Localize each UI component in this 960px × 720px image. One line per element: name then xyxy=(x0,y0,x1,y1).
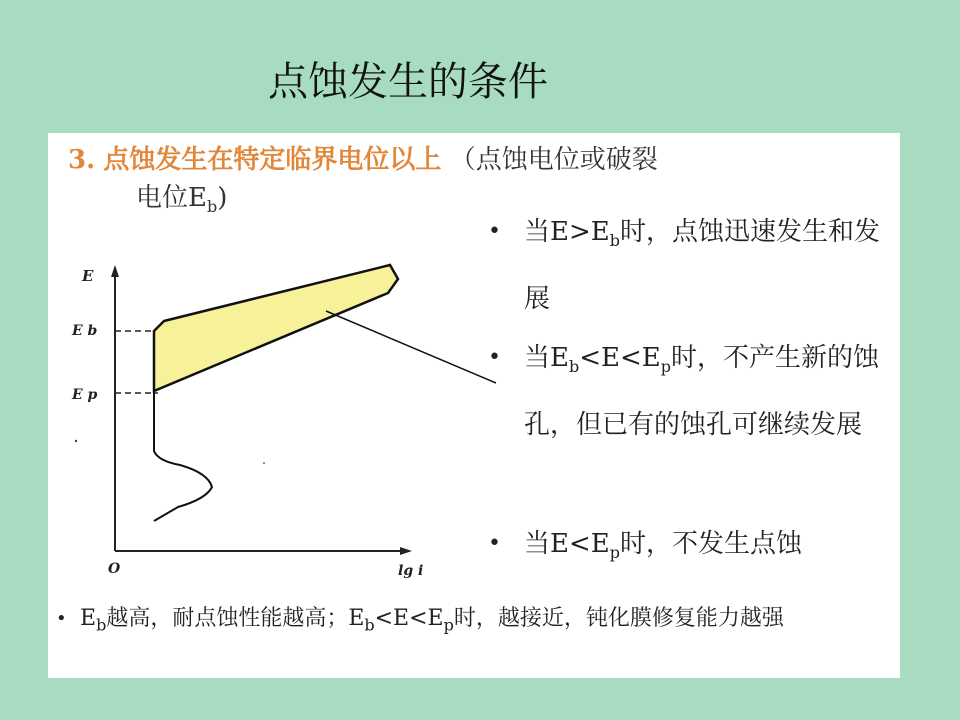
subscript: p xyxy=(609,543,620,563)
heading-line-2 xyxy=(136,179,227,226)
text-run: 时，点蚀迅速发生和发展 xyxy=(524,217,881,315)
bullet-3 xyxy=(488,515,888,582)
heading-rest: （点蚀电位或破裂 xyxy=(449,145,658,175)
slide-title: 点蚀发生的条件 xyxy=(268,59,548,105)
subscript: b xyxy=(364,615,375,635)
y-axis-arrow xyxy=(111,265,119,277)
bullet-1-text xyxy=(488,203,888,328)
x-axis-arrow xyxy=(400,547,412,555)
origin-label: O xyxy=(108,561,121,577)
ep-label: E p xyxy=(72,387,98,403)
text-run: 时，越接近，钝化膜修复能力越强 xyxy=(453,606,784,631)
bullet-3-symbol: • xyxy=(488,531,501,556)
heading-line2-prefix: 电位E xyxy=(136,183,207,213)
text-run: 越高，耐点蚀性能越高；E xyxy=(106,606,365,631)
footer-text xyxy=(56,601,876,643)
bullet-1-symbol: • xyxy=(488,219,501,244)
footer-symbol: • xyxy=(56,608,67,629)
subscript: p xyxy=(660,357,672,377)
subscript: b xyxy=(609,231,620,251)
pointer-line xyxy=(326,311,496,383)
bullet-2-symbol: • xyxy=(488,345,501,370)
heading-number: 3. xyxy=(68,145,96,175)
text-run: 时，不发生点蚀 xyxy=(620,529,803,559)
bullet-2 xyxy=(488,329,888,454)
stray-dot-1 xyxy=(75,440,77,442)
text-run: <E<E xyxy=(374,606,444,631)
text-run: 当E xyxy=(524,343,569,373)
heading-line2-sub: b xyxy=(206,197,218,217)
bullet-2-text xyxy=(488,329,888,454)
bullet-3-text xyxy=(488,515,888,582)
x-axis-label: lg i xyxy=(398,563,424,579)
subscript: b xyxy=(96,615,107,635)
pitting-region xyxy=(154,265,398,391)
bullet-1 xyxy=(488,203,888,328)
footer-note xyxy=(56,601,876,643)
eb-label: E b xyxy=(72,323,98,339)
text-run: 当E>E xyxy=(524,217,610,247)
stray-dot-2 xyxy=(263,462,265,464)
heading-line2-suffix: ) xyxy=(217,183,228,213)
subscript: b xyxy=(568,357,580,377)
text-run: 时，不产生新的蚀孔，但已有的蚀孔可继续发展 xyxy=(524,343,880,441)
heading-highlight: 点蚀发生在特定临界电位以上 xyxy=(103,145,442,175)
y-axis-label: E xyxy=(82,267,94,285)
text-run: 当E<E xyxy=(524,529,610,559)
pitting-potential-diagram xyxy=(68,251,498,581)
subscript: p xyxy=(443,615,454,635)
text-run: <E<E xyxy=(579,343,661,373)
heading-line-1 xyxy=(68,141,658,179)
content-panel xyxy=(48,133,900,678)
text-run: E xyxy=(80,606,97,631)
